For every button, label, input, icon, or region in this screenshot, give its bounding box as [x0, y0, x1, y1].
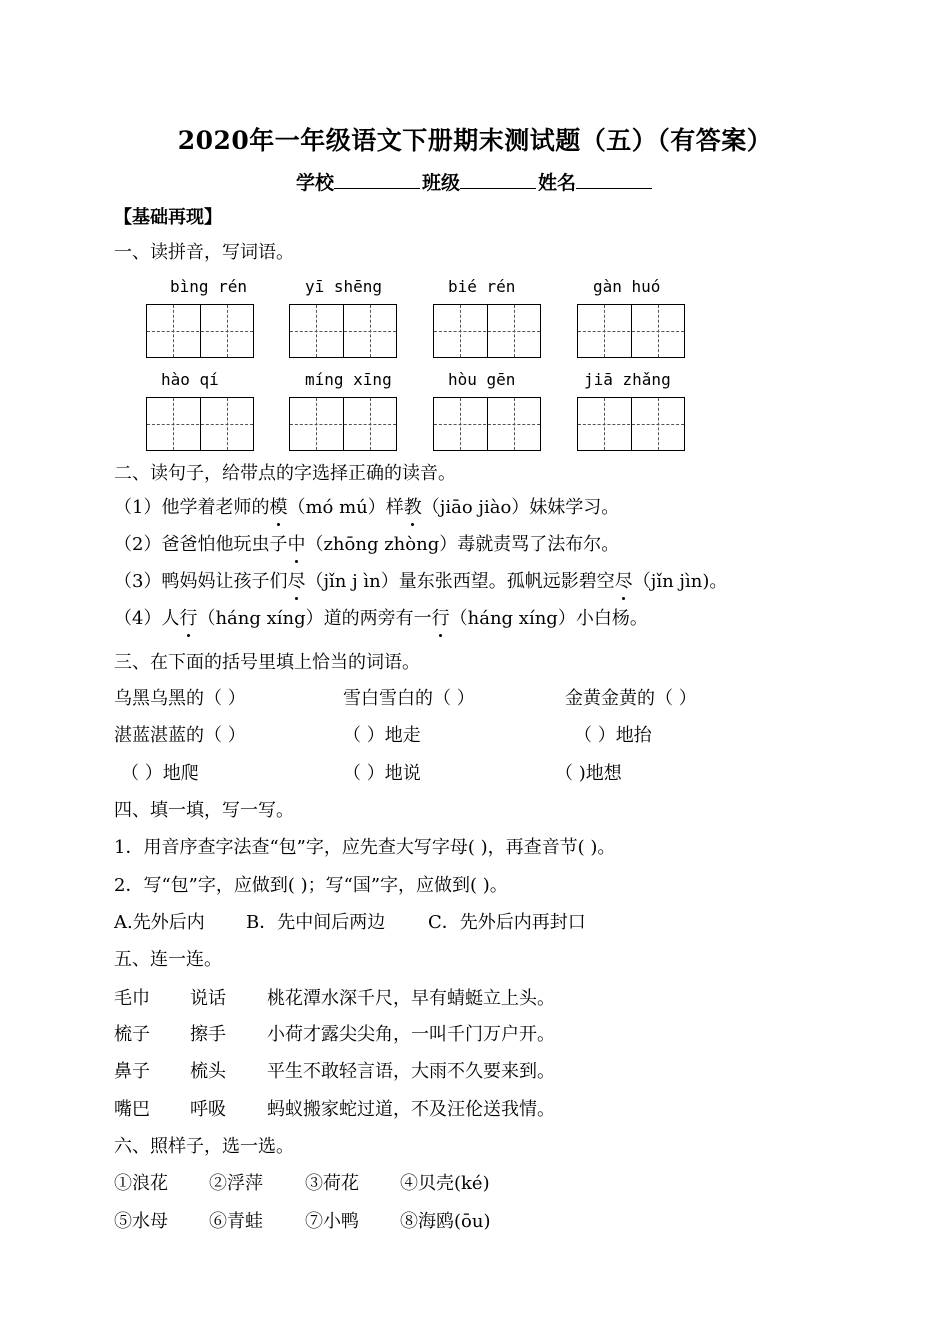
- q5-col3[interactable]: 小荷才露尖尖角，一叫千门万户开。: [267, 1024, 555, 1045]
- name-blank[interactable]: [576, 170, 652, 189]
- q4-line-2: 2．写“包”字，应做到( )；写“国”字，应做到( )。: [114, 875, 508, 896]
- q5-col1[interactable]: 鼻子: [114, 1061, 150, 1082]
- q4-option-b: B．先中间后两边: [246, 912, 386, 933]
- pinyin-2: yī shēng: [305, 277, 383, 296]
- student-info-line: [0, 168, 950, 195]
- class-blank[interactable]: [460, 170, 536, 189]
- q5-col2[interactable]: 擦手: [190, 1024, 226, 1045]
- pinyin-3: bié rén: [448, 277, 516, 296]
- q5-col2[interactable]: 说话: [190, 988, 226, 1009]
- q5-col3[interactable]: 蚂蚁搬家蛇过道，不及汪伦送我情。: [267, 1099, 555, 1120]
- q3-title: 三、在下面的括号里填上恰当的词语。: [114, 652, 420, 673]
- pinyin-1: bìng rén: [170, 277, 248, 296]
- q2-sentence-4: （4）人行（háng xíng）道的两旁有一行（háng xíng）小白杨。: [114, 604, 648, 630]
- q3-item: 雪白雪白的（ ）: [343, 688, 475, 709]
- class-label: 班级: [421, 172, 460, 194]
- q3-item: 金黄金黄的（ ）: [565, 688, 697, 709]
- q5-col2[interactable]: 呼吸: [190, 1099, 226, 1120]
- pinyin-6: míng xīng: [305, 370, 392, 389]
- dotted-char: 行: [179, 604, 197, 630]
- q4-line-1: 1．用音序查字法查“包”字，应先查大写字母( )，再查音节( )。: [114, 837, 616, 858]
- q6-item: ⑥青蛙: [209, 1211, 263, 1232]
- dotted-char: 教: [404, 493, 422, 519]
- writing-grid-1[interactable]: [146, 304, 254, 358]
- q1-title: 一、读拼音，写词语。: [114, 242, 294, 263]
- q4-option-c: C．先外后内再封口: [428, 912, 586, 933]
- writing-grid-2[interactable]: [289, 304, 397, 358]
- q2-sentence-1: （1）他学着老师的模（mó mú）样教（jiāo jiào）妹妹学习。: [114, 493, 619, 519]
- q3-item: 湛蓝湛蓝的（ ）: [114, 725, 246, 746]
- dotted-char: 尽: [287, 567, 305, 593]
- q4-title: 四、填一填，写一写。: [114, 800, 294, 821]
- q3-item: （ ）地说: [343, 763, 421, 784]
- pinyin-4: gàn huó: [593, 277, 661, 296]
- pinyin-5: hào qí: [161, 370, 219, 389]
- q5-col3[interactable]: 平生不敢轻言语，大雨不久要来到。: [267, 1061, 555, 1082]
- writing-grid-3[interactable]: [433, 304, 541, 358]
- q6-item: ④贝壳(ké): [400, 1173, 490, 1194]
- q5-col1[interactable]: 毛巾: [114, 988, 150, 1009]
- school-blank[interactable]: [334, 170, 420, 189]
- pinyin-8: jiā zhǎng: [584, 370, 671, 389]
- writing-grid-4[interactable]: [577, 304, 685, 358]
- q3-item: 乌黑乌黑的（ ）: [114, 688, 246, 709]
- dotted-char: 尽: [615, 567, 633, 593]
- q6-item: ⑦小鸭: [305, 1211, 359, 1232]
- q5-title: 五、连一连。: [114, 949, 222, 970]
- q4-option-a: A.先外后内: [114, 912, 205, 933]
- q6-title: 六、照样子，选一选。: [114, 1136, 294, 1157]
- q6-item: ③荷花: [305, 1173, 359, 1194]
- q5-col1[interactable]: 嘴巴: [114, 1099, 150, 1120]
- section-basic-heading: 【基础再现】: [114, 207, 222, 228]
- name-label: 姓名: [538, 172, 577, 194]
- q6-item: ①浪花: [114, 1173, 168, 1194]
- q2-title: 二、读句子，给带点的字选择正确的读音。: [114, 463, 456, 484]
- q6-item: ②浮萍: [209, 1173, 263, 1194]
- q3-item: （ )地想: [555, 763, 622, 784]
- dotted-char: 中: [287, 530, 305, 556]
- q5-col1[interactable]: 梳子: [114, 1024, 150, 1045]
- writing-grid-7[interactable]: [433, 397, 541, 451]
- writing-grid-5[interactable]: [146, 397, 254, 451]
- q5-col3[interactable]: 桃花潭水深千尺，早有蜻蜓立上头。: [267, 988, 555, 1009]
- q3-item: （ ）地爬: [121, 763, 199, 784]
- writing-grid-8[interactable]: [577, 397, 685, 451]
- school-label: 学校: [295, 172, 334, 194]
- q2-sentence-2: （2）爸爸怕他玩虫子中（zhōng zhòng）毒就责骂了法布尔。: [114, 530, 619, 556]
- writing-grid-6[interactable]: [289, 397, 397, 451]
- q5-col2[interactable]: 梳头: [190, 1061, 226, 1082]
- q2-sentence-3: （3）鸭妈妈让孩子们尽（jǐn j ìn）量东张西望。孤帆远影碧空尽（jǐn jìn)。: [114, 567, 727, 593]
- q6-item: ⑧海鸥(ōu): [400, 1211, 491, 1232]
- q3-item: （ ）地走: [343, 725, 421, 746]
- q3-item: （ ）地抬: [574, 725, 652, 746]
- q6-item: ⑤水母: [114, 1211, 168, 1232]
- dotted-char: 行: [432, 604, 450, 630]
- dotted-char: 模: [269, 493, 287, 519]
- pinyin-7: hòu gēn: [448, 370, 516, 389]
- page-title: 2020年一年级语文下册期末测试题（五）（有答案）: [177, 126, 773, 155]
